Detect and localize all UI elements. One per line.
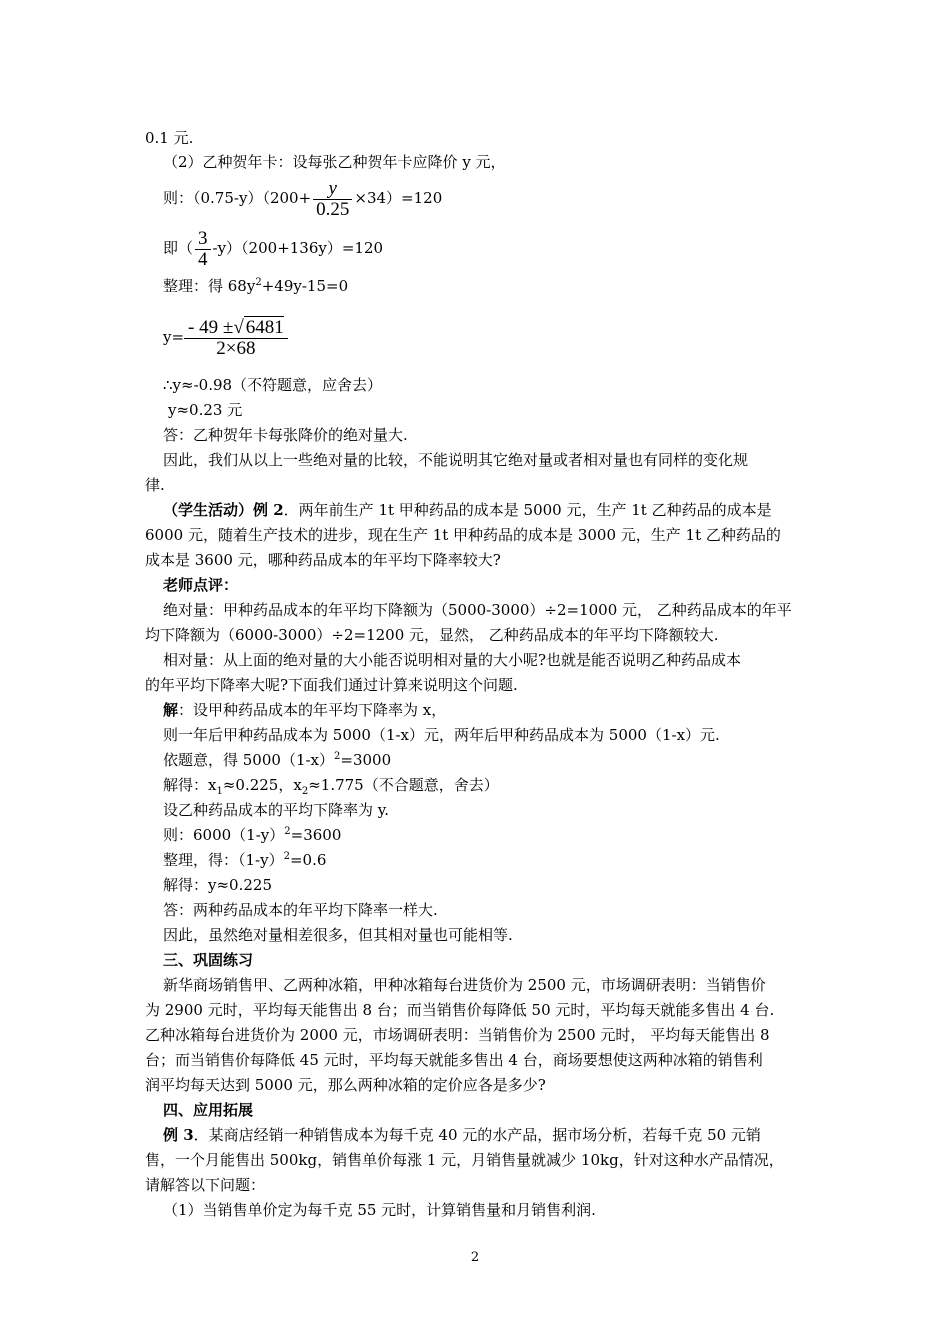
equation-text: 则：（0.75-y）（200+ [163, 189, 312, 207]
fraction-numerator: y [313, 179, 352, 200]
equation-line: 则：$6000(1-y)^2=3600$ [163, 826, 342, 844]
equation-line: 解得：$x_1\approx 0.225$，$x_2\approx 1.775$（不合题意，舍去） [163, 776, 499, 797]
text-line: 为 2900 元时，平均每天能售出 8 台；而当销售价每降低 50 元时，平均每天就能多售出 4 台. [145, 1001, 775, 1019]
fraction-denominator: 4 [198, 248, 208, 270]
fraction [184, 318, 288, 359]
equation-line: 整理，得：$(1-y)^2=0.6$ [163, 851, 327, 869]
fraction [195, 229, 211, 270]
superscript: 2 [255, 277, 262, 288]
text-line: 因此，虽然绝对量相差很多，但其相对量也可能相等. [163, 926, 513, 944]
text-line: 绝对量：甲种药品成本的年平均下降额为（5000-3000）÷2=1000 元， 乙种药品成本的年平 [163, 601, 792, 619]
example-label: 例 3 [163, 1126, 194, 1144]
text-line: 请解答以下问题： [145, 1176, 266, 1194]
text-line: 例 3．某商店经销一种销售成本为每千克 40 元的水产品，据市场分析，若每千克 50 元销 [163, 1126, 761, 1144]
text-line: （学生活动）例 2．两年前生产 1t 甲种药品的成本是 5000 元，生产 1t 乙种药品的成本是 [163, 501, 772, 519]
text-line: 0.1 元. [145, 129, 194, 147]
text-line: 新华商场销售甲、乙两种冰箱，甲种冰箱每台进货价为 2500 元，市场调研表明：当销售价 [163, 976, 766, 994]
text-line: 答：两种药品成本的年平均下降率一样大. [163, 901, 438, 919]
fraction [313, 179, 352, 220]
example-label: （学生活动）例 2 [163, 501, 284, 519]
text-line: 答：乙种贺年卡每张降价的绝对量大. [163, 426, 408, 444]
text-line: ∴y≈-0.98（不符题意，应舍去） [163, 376, 383, 394]
text-line: 因此，我们从以上一些绝对量的比较，不能说明其它绝对量或者相对量也有同样的变化规 [163, 451, 749, 469]
text-line: 的年平均下降率大呢?下面我们通过计算来说明这个问题. [145, 676, 518, 694]
text-line: y≈0.23 元 [168, 401, 243, 419]
equation-line [163, 274, 348, 298]
text-line: 乙种冰箱每台进货价为 2000 元，市场调研表明：当销售价为 2500 元时， 平均每天能售出 8 [145, 1026, 770, 1044]
equation-text: 整理：得 68y [163, 277, 256, 295]
equation-text: +49y-15=0 [261, 277, 349, 295]
page-number: 2 [470, 1250, 480, 1265]
text-line: 均下降额为（6000-3000）÷2=1200 元，显然， 乙种药品成本的年平均下降额较大. [145, 626, 719, 644]
section-heading: 四、应用拓展 [163, 1101, 254, 1119]
text-line: 解得：y≈0.225 [163, 876, 272, 894]
equation-text: ×34）=120 [354, 189, 443, 207]
text-line: （2）乙种贺年卡：设每张乙种贺年卡应降价 y 元， [163, 153, 506, 171]
section-label: 老师点评： [163, 576, 239, 594]
section-heading: 三、巩固练习 [163, 951, 254, 969]
fraction-denominator: 0.25 [316, 198, 350, 220]
text-line: 6000 元，随着生产技术的进步，现在生产 1t 甲种药品的成本是 3000 元，生产 1t 乙种药品的 [145, 526, 781, 544]
text-line: 售，一个月能售出 500kg，销售单价每涨 1 元，月销售量就减少 10kg，针对这种水产品情况， [145, 1151, 784, 1169]
text-line: （1）当销售单价定为每千克 55 元时，计算销售量和月销售利润. [163, 1201, 596, 1219]
equation-line [163, 178, 442, 220]
text-line: 相对量：从上面的绝对量的大小能否说明相对量的大小呢?也就是能否说明乙种药品成本 [163, 651, 742, 669]
equation-text: 即（ [163, 239, 194, 257]
superscript: 2 [334, 751, 341, 762]
text-line: 则一年后甲种药品成本为 5000（1-x）元，两年后甲种药品成本为 5000（1-x）元. [163, 726, 720, 744]
equation-line [163, 228, 383, 270]
fraction-denominator: 2×68 [216, 337, 256, 359]
text-line: 成本是 3600 元，哪种药品成本的年平均下降率较大? [145, 551, 501, 569]
fraction-numerator: 3 [195, 229, 211, 250]
subscript: 2 [301, 786, 309, 797]
sqrt-icon: √ [233, 316, 244, 338]
equation-line [163, 314, 290, 360]
equation-text: -y）（200+136y）=120 [212, 239, 384, 257]
superscript: 2 [283, 851, 290, 862]
fraction-numerator: - 49 ±√ 6481 [184, 318, 288, 339]
subscript: 1 [216, 786, 223, 797]
text-line: 解：设甲种药品成本的年平均下降率为 x， [163, 701, 447, 719]
text-line: 台；而当销售价每降低 45 元时，平均每天就能多售出 4 台，商场要想使这两种冰箱的销售利 [145, 1051, 763, 1069]
equation-text: y= [163, 328, 185, 346]
superscript: 2 [284, 826, 291, 837]
solution-label: 解 [163, 701, 179, 719]
equation-line: 依题意，得 $5000(1-x)^2=3000$ [163, 751, 392, 769]
text-line: 律. [145, 476, 165, 494]
radicand: 6481 [245, 316, 284, 338]
text-line: 设乙种药品成本的平均下降率为 y. [163, 801, 390, 819]
text-line: 润平均每天达到 5000 元，那么两种冰箱的定价应各是多少? [145, 1076, 546, 1094]
